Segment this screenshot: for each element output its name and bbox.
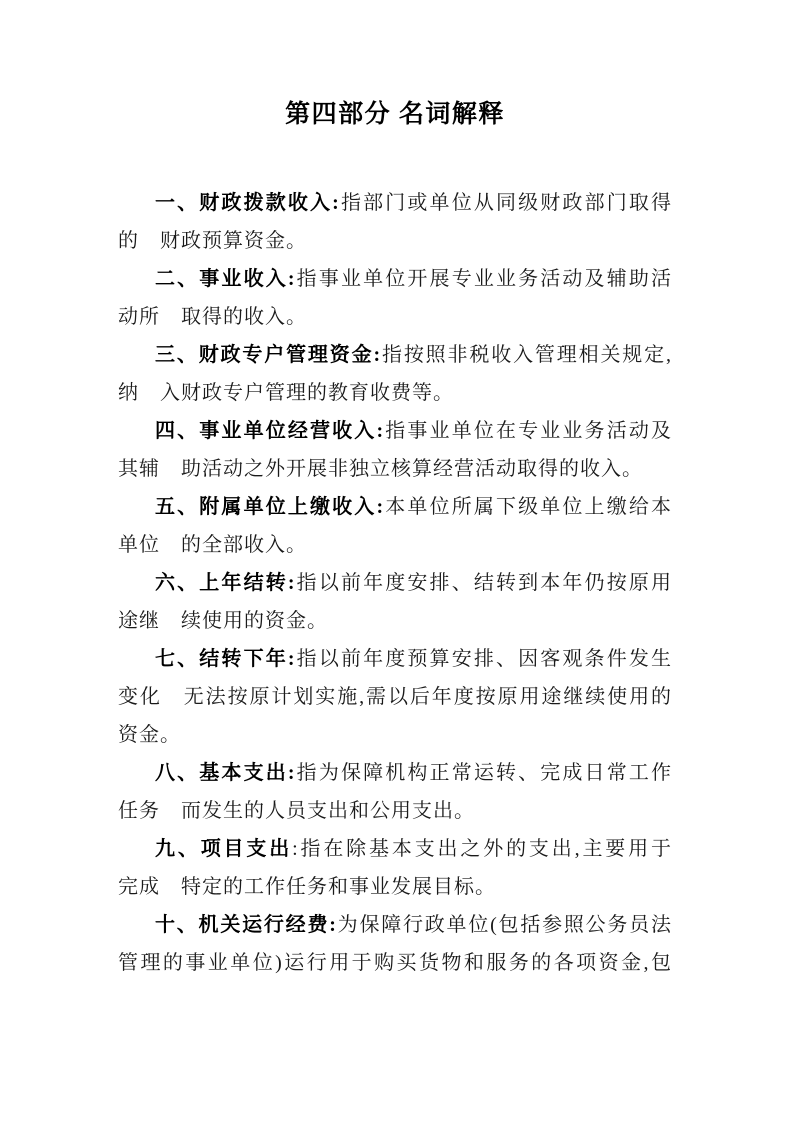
glossary-paragraph [118,564,672,640]
glossary-paragraph [118,260,672,336]
term-label: 九、项目支出 [155,838,293,860]
definition-text: :指在除基本支出之外的支出,主要用于 [292,838,673,860]
definition-text: 指以前年度安排、结转到本年仍按原用 [295,572,672,594]
definition-text: 任务 而发生的人员支出和公用支出。 [118,800,475,822]
glossary-paragraph [118,412,672,488]
definition-text: 途继 续使用的资金。 [118,610,328,632]
definition-text: 指部门或单位从同级财政部门取得 [339,192,672,214]
term-label: 十、机关运行经费: [155,914,337,936]
term-label: 五、附属单位上缴收入: [155,496,385,518]
definition-text: 变化 无法按原计划实施,需以后年度按原用途继续使用的 [118,686,672,708]
glossary-paragraph [118,754,672,830]
definition-text: 管理的事业单位)运行用于购买货物和服务的各项资金,包 [118,952,672,974]
definition-text: 单位 的全部收入。 [118,534,307,556]
text-line [118,260,672,298]
term-label: 一、财政拨款收入: [155,192,340,214]
glossary-paragraph [118,640,672,754]
text-line [118,336,672,374]
definition-text: 指为保障机构正常运转、完成日常工作 [295,762,672,784]
text-line [118,374,672,412]
glossary-content [118,184,672,982]
definition-text: 其辅 助活动之外开展非独立核算经营活动取得的收入。 [118,458,643,480]
definition-text: 指以前年度预算安排、因客观条件发生 [295,648,672,670]
term-label: 七、结转下年: [155,648,296,670]
definition-text: 完成 特定的工作任务和事业发展目标。 [118,876,496,898]
text-line [118,678,672,716]
definition-text: 本单位所属下级单位上缴给本 [384,496,672,518]
definition-text: 纳 入财政专户管理的教育收费等。 [118,382,454,404]
glossary-paragraph [118,336,672,412]
text-line [118,944,672,982]
term-label: 八、基本支出: [155,762,296,784]
glossary-paragraph [118,830,672,906]
text-line [118,450,672,488]
text-line [118,906,672,944]
text-line [118,488,672,526]
definition-text: 为保障行政单位(包括参照公务员法 [336,914,672,936]
text-line [118,716,672,754]
definition-text: 的 财政预算资金。 [118,230,307,252]
glossary-paragraph [118,906,672,982]
text-line [118,412,672,450]
page-title: 第四部分 名词解释 [285,101,505,128]
definition-text: 指按照非税收入管理相关规定, [381,344,672,366]
text-line [118,602,672,640]
text-line [118,526,672,564]
glossary-paragraph [118,488,672,564]
glossary-paragraph [118,184,672,260]
text-line [118,298,672,336]
text-line [118,640,672,678]
term-label: 四、事业单位经营收入: [155,420,385,442]
term-label: 三、财政专户管理资金: [155,344,382,366]
text-line [118,830,672,868]
definition-text: 指事业单位在专业业务活动及 [384,420,672,442]
term-label: 六、上年结转: [155,572,296,594]
text-line [118,792,672,830]
text-line [118,222,672,260]
text-line [118,564,672,602]
text-line [118,754,672,792]
definition-text: 指事业单位开展专业业务活动及辅助活 [295,268,672,290]
text-line [118,184,672,222]
definition-text: 资金。 [118,724,181,746]
text-line [118,868,672,906]
term-label: 二、事业收入: [155,268,296,290]
definition-text: 动所 取得的收入。 [118,306,307,328]
